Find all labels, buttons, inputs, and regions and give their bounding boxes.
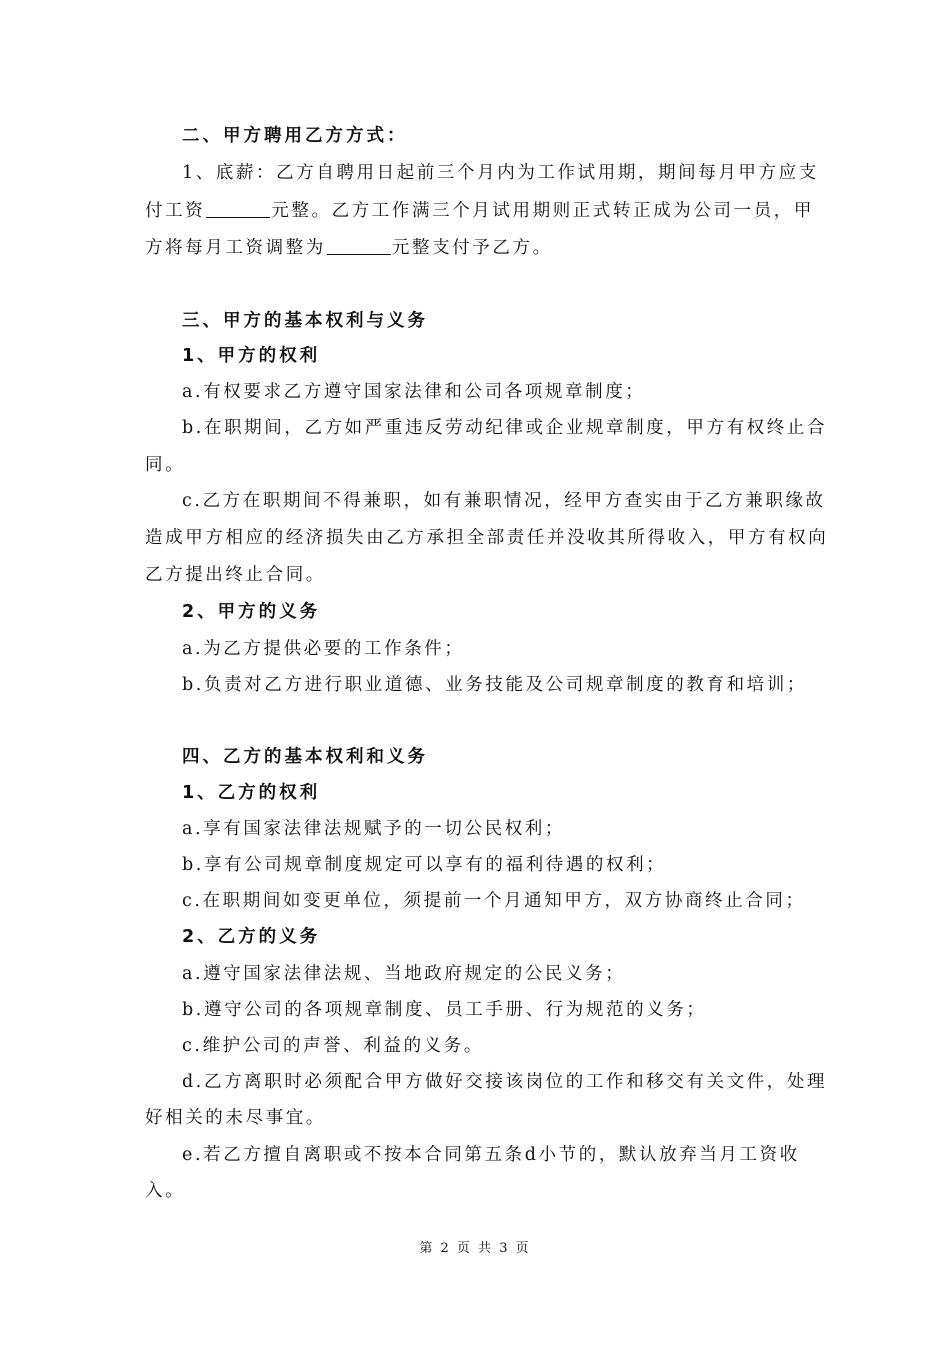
section-3-heading: 三、甲方的基本权利与义务 <box>182 311 428 331</box>
text-fragment: 元整支付予乙方。 <box>391 238 553 258</box>
paragraph-line: 1、底薪：乙方自聘用日起前三个月内为工作试用期，期间每月甲方应支 <box>182 163 819 183</box>
list-item: c.乙方在职期间不得兼职，如有兼职情况，经甲方查实由于乙方兼职缘故 <box>182 491 826 511</box>
list-item: a.有权要求乙方遵守国家法律和公司各项规章制度； <box>182 382 646 402</box>
text-fragment: 付工资 <box>145 201 206 221</box>
page-number-footer: 第 2 页 共 3 页 <box>419 1241 531 1256</box>
list-item: c.维护公司的声誉、利益的义务。 <box>182 1036 484 1056</box>
subsection-heading: 2、甲方的义务 <box>182 602 321 622</box>
list-item: d.乙方离职时必须配合甲方做好交接该岗位的工作和移交有关文件，处理 <box>182 1072 828 1092</box>
paragraph-line <box>145 236 815 260</box>
list-item: c.在职期间如变更单位，须提前一个月通知甲方，双方协商终止合同； <box>182 891 806 911</box>
subsection-heading: 2、乙方的义务 <box>182 927 321 947</box>
text-fragment: 元整。乙方工作满三个月试用期则正式转正成为公司一员，甲 <box>271 201 815 221</box>
list-item: a.为乙方提供必要的工作条件； <box>182 639 465 659</box>
text-fragment: 方将每月工资调整为 <box>145 238 326 258</box>
list-item-continuation: 入。 <box>145 1181 186 1201</box>
salary-blank-field <box>327 236 391 255</box>
list-item: b.在职期间，乙方如严重违反劳动纪律或企业规章制度，甲方有权终止合 <box>182 418 828 438</box>
list-item-continuation: 造成甲方相应的经济损失由乙方承担全部责任并没收其所得收入，甲方有权向 <box>145 528 829 548</box>
list-item: a.享有国家法律法规赋予的一切公民权利； <box>182 819 565 839</box>
list-item: e.若乙方擅自离职或不按本合同第五条d小节的，默认放弃当月工资收 <box>182 1145 800 1165</box>
list-item: b.享有公司规章制度规定可以享有的福利待遇的权利； <box>182 855 667 875</box>
paragraph-line <box>145 199 815 223</box>
subsection-heading: 1、甲方的权利 <box>182 346 321 366</box>
list-item-continuation: 好相关的未尽事宜。 <box>145 1108 326 1128</box>
list-item-continuation: 同。 <box>145 455 186 475</box>
list-item: b.负责对乙方进行职业道德、业务技能及公司规章制度的教育和培训； <box>182 675 807 695</box>
list-item-continuation: 乙方提出终止合同。 <box>145 565 326 585</box>
section-4-heading: 四、乙方的基本权利和义务 <box>182 747 428 767</box>
list-item: b.遵守公司的各项规章制度、员工手册、行为规范的义务； <box>182 1000 707 1020</box>
section-2-heading: 二、甲方聘用乙方方式： <box>182 126 408 146</box>
subsection-heading: 1、乙方的权利 <box>182 783 321 803</box>
salary-blank-field <box>206 199 270 218</box>
list-item: a.遵守国家法律法规、当地政府规定的公民义务； <box>182 964 626 984</box>
